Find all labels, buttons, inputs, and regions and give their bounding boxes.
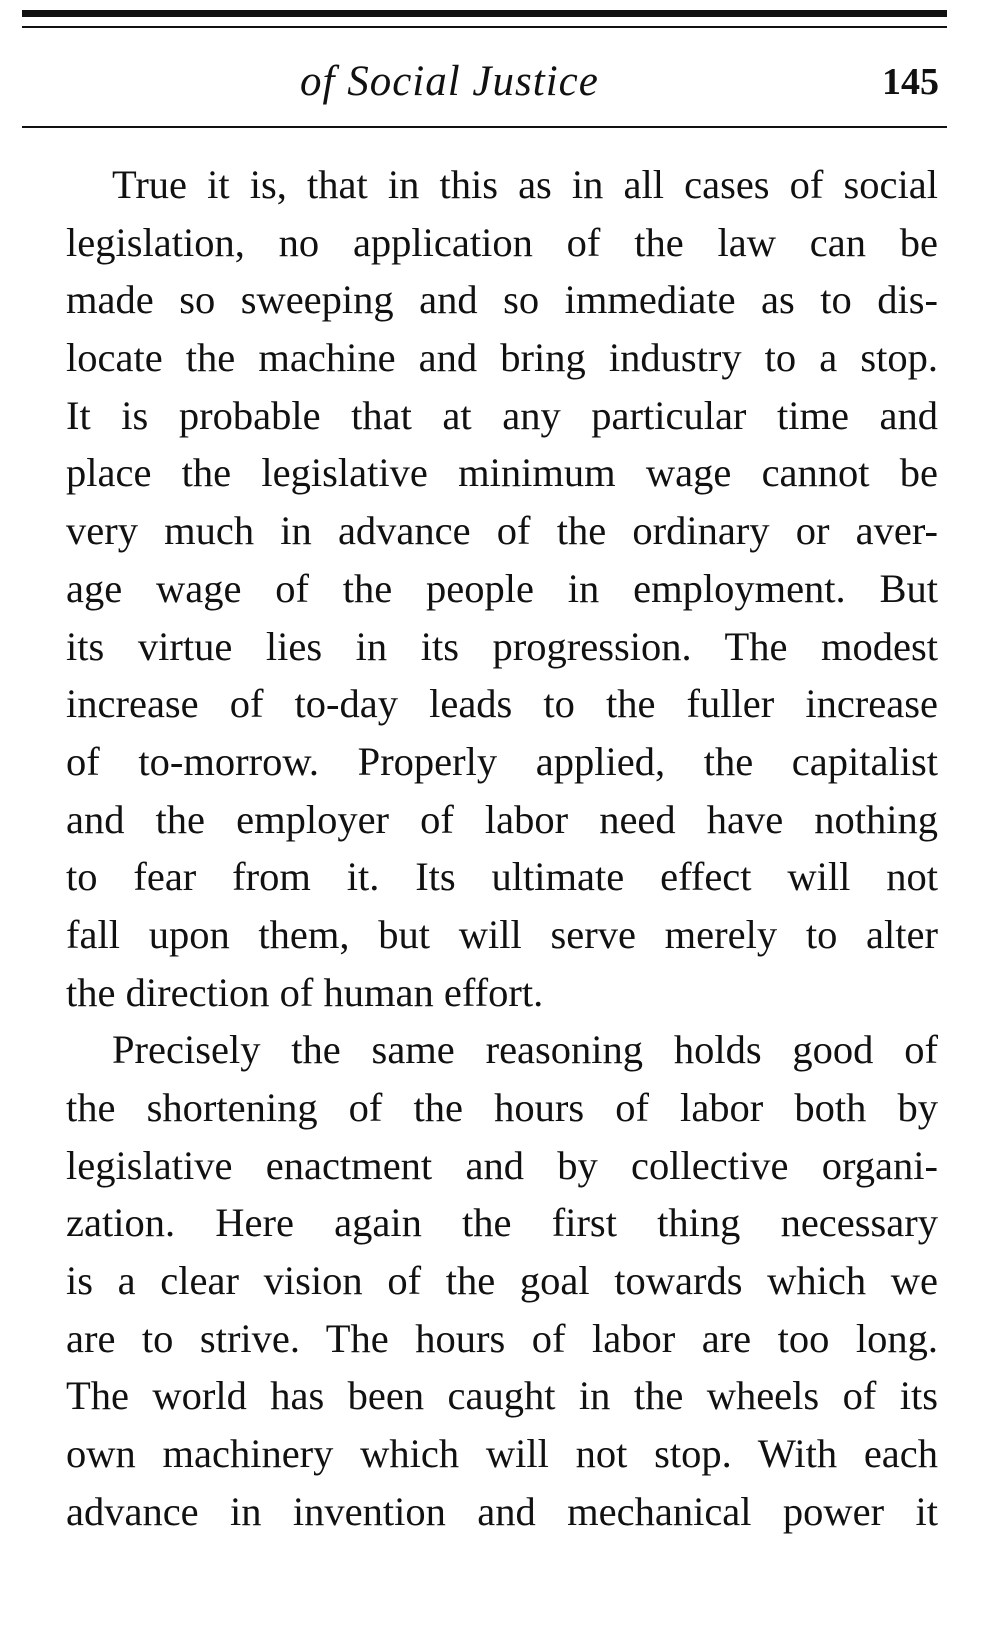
text-line: age wage of the people in employment. But bbox=[66, 565, 938, 611]
text-line: Precisely the same reasoning holds good of bbox=[112, 1027, 938, 1073]
text-line: True it is, that in this as in all cases of social bbox=[112, 162, 938, 207]
text-line: to fear from it. Its ultimate effect will not bbox=[66, 854, 938, 900]
text-line: and the employer of labor need have nothing bbox=[66, 796, 938, 842]
top-rule-thin bbox=[22, 26, 947, 28]
text-line: increase of to-day leads to the fuller increase bbox=[66, 681, 938, 727]
page-number: 145 bbox=[882, 61, 939, 103]
header-rule bbox=[22, 126, 947, 128]
running-title: of Social Justice bbox=[300, 58, 599, 105]
running-head bbox=[22, 52, 947, 112]
text-line: place the legislative minimum wage cannot be bbox=[66, 450, 938, 496]
top-rule-thick bbox=[22, 10, 947, 17]
body-text bbox=[20, 156, 938, 1541]
text-line: the direction of human effort. bbox=[66, 969, 544, 1015]
text-line: locate the machine and bring industry to a stop. bbox=[66, 335, 938, 381]
text-line: of to-morrow. Properly applied, the capitalist bbox=[66, 738, 938, 784]
text-line: is a clear vision of the goal towards which we bbox=[66, 1258, 938, 1304]
paragraph-1 bbox=[20, 156, 938, 1021]
text-line: the shortening of the hours of labor both by bbox=[66, 1085, 938, 1130]
paragraph-2 bbox=[20, 1021, 938, 1540]
text-line: legislation, no application of the law can be bbox=[66, 219, 938, 265]
text-line: The world has been caught in the wheels of its bbox=[66, 1373, 938, 1419]
text-line: are to strive. The hours of labor are too long. bbox=[66, 1315, 938, 1361]
text-line: made so sweeping and so immediate as to dis- bbox=[66, 277, 938, 323]
text-line: zation. Here again the first thing necessary bbox=[66, 1200, 938, 1246]
text-line: its virtue lies in its progression. The modest bbox=[66, 623, 938, 669]
text-line: It is probable that at any particular time and bbox=[66, 392, 938, 438]
text-line: advance in invention and mechanical power it bbox=[66, 1488, 938, 1534]
text-line: own machinery which will not stop. With each bbox=[66, 1431, 938, 1477]
text-line: very much in advance of the ordinary or aver- bbox=[66, 508, 938, 554]
text-line: fall upon them, but will serve merely to alter bbox=[66, 911, 938, 957]
text-line: legislative enactment and by collective organi- bbox=[66, 1142, 938, 1188]
